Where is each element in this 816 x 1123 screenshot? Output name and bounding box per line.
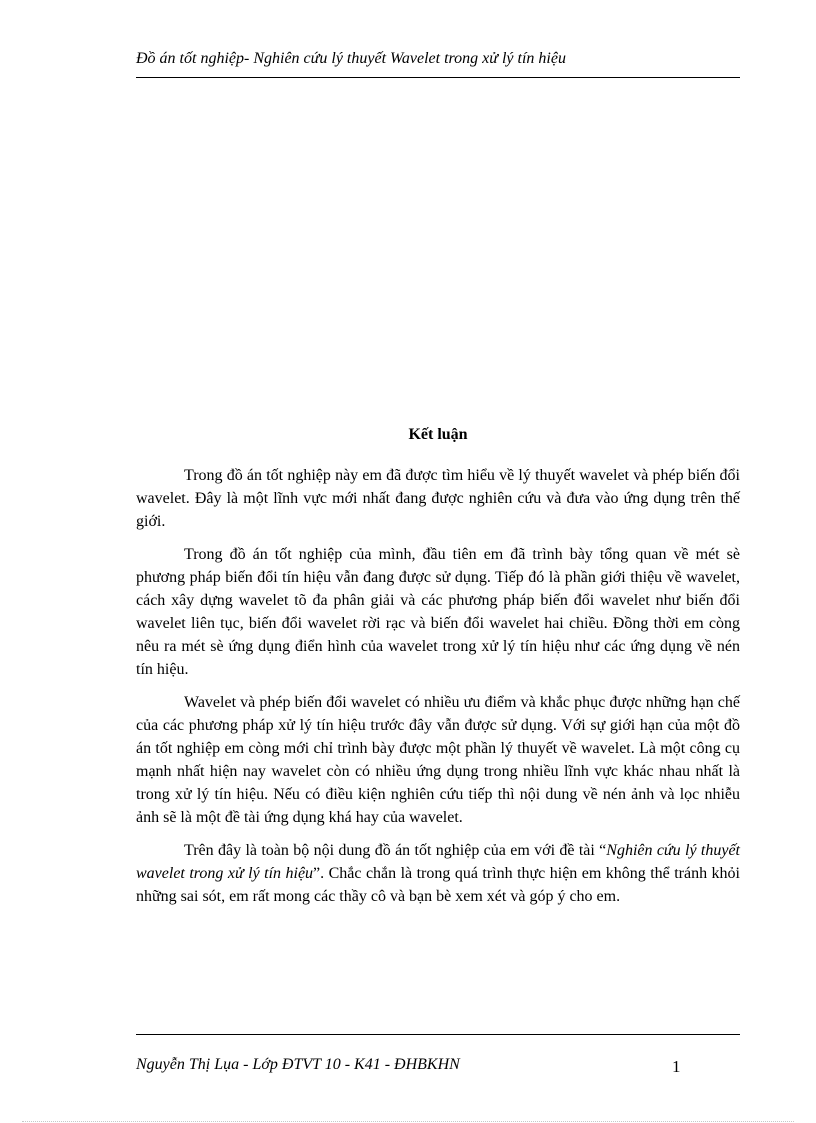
section-heading: Kết luận: [408, 426, 468, 443]
page-edge-divider: [22, 1121, 794, 1122]
thesis-title-quote: Nghiên cứu lý thuyết wavelet trong xử lý tín hiệu: [136, 842, 741, 882]
page-number: 1: [672, 1057, 681, 1076]
paragraph-4-lead: Trên đây là toàn bộ nội dung đồ án tốt nghiệp của em với đề tài “: [184, 842, 607, 859]
paragraph-4: [136, 839, 740, 908]
paragraph-3: Wavelet và phép biến đổi wavelet có nhiều ưu điểm và khắc phục được những hạn chế của các phương pháp xử lý tín hiệu trước đây vẫn được sử dụng. Với sự giới hạn của một đồ án tốt nghiệp em còng mới chỉ trình bày được một phần lý thuyết về wavelet. Là một công cụ mạnh nhất hiện nay wavelet còn có nhiều ứng dụng trong nhiều lĩnh vực khác nhau nhất là trong xử lý tín hiệu. Nếu có điều kiện nghiên cứu tiếp thì nội dung về nén ảnh và lọc nhiễu ảnh sẽ là một đề tài ứng dụng khá hay của wavelet.: [136, 694, 740, 826]
page-header: Đồ án tốt nghiệp- Nghiên cứu lý thuyết Wavelet trong xử lý tín hiệu: [136, 50, 566, 67]
paragraph-1: Trong đồ án tốt nghiệp này em đã được tìm hiểu về lý thuyết wavelet và phép biến đổi wavelet. Đây là một lĩnh vực mới nhất đang được nghiên cứu và đưa vào ứng dụng trên thế giới.: [136, 467, 740, 530]
header-divider: [136, 77, 740, 78]
document-body: [136, 424, 740, 918]
paragraph-2: Trong đồ án tốt nghiệp của mình, đầu tiên em đã trình bày tổng quan về mét sè phương pháp biến đổi tín hiệu vẫn đang được sử dụng. Tiếp đó là phần giới thiệu về wavelet, cách xây dựng wavelet tõ đa phân giải và các phương pháp biến đổi wavelet như biến đổi wavelet liên tục, biến đổi wavelet rời rạc và biến đổi wavelet hai chiều. Đồng thời em còng nêu ra mét sè ứng dụng điển hình của wavelet trong xử lý tín hiệu như các ứng dụng về nén tín hiệu.: [136, 546, 740, 678]
footer-divider: [136, 1034, 740, 1035]
footer-author: Nguyễn Thị Lụa - Lớp ĐTVT 10 - K41 - ĐHBKHN: [136, 1056, 460, 1073]
paragraph-4-tail: ”. Chắc chắn là trong quá trình thực hiện em không thể tránh khỏi những sai sót, em rất mong các thầy cô và bạn bè xem xét và góp ý cho em.: [136, 865, 740, 905]
